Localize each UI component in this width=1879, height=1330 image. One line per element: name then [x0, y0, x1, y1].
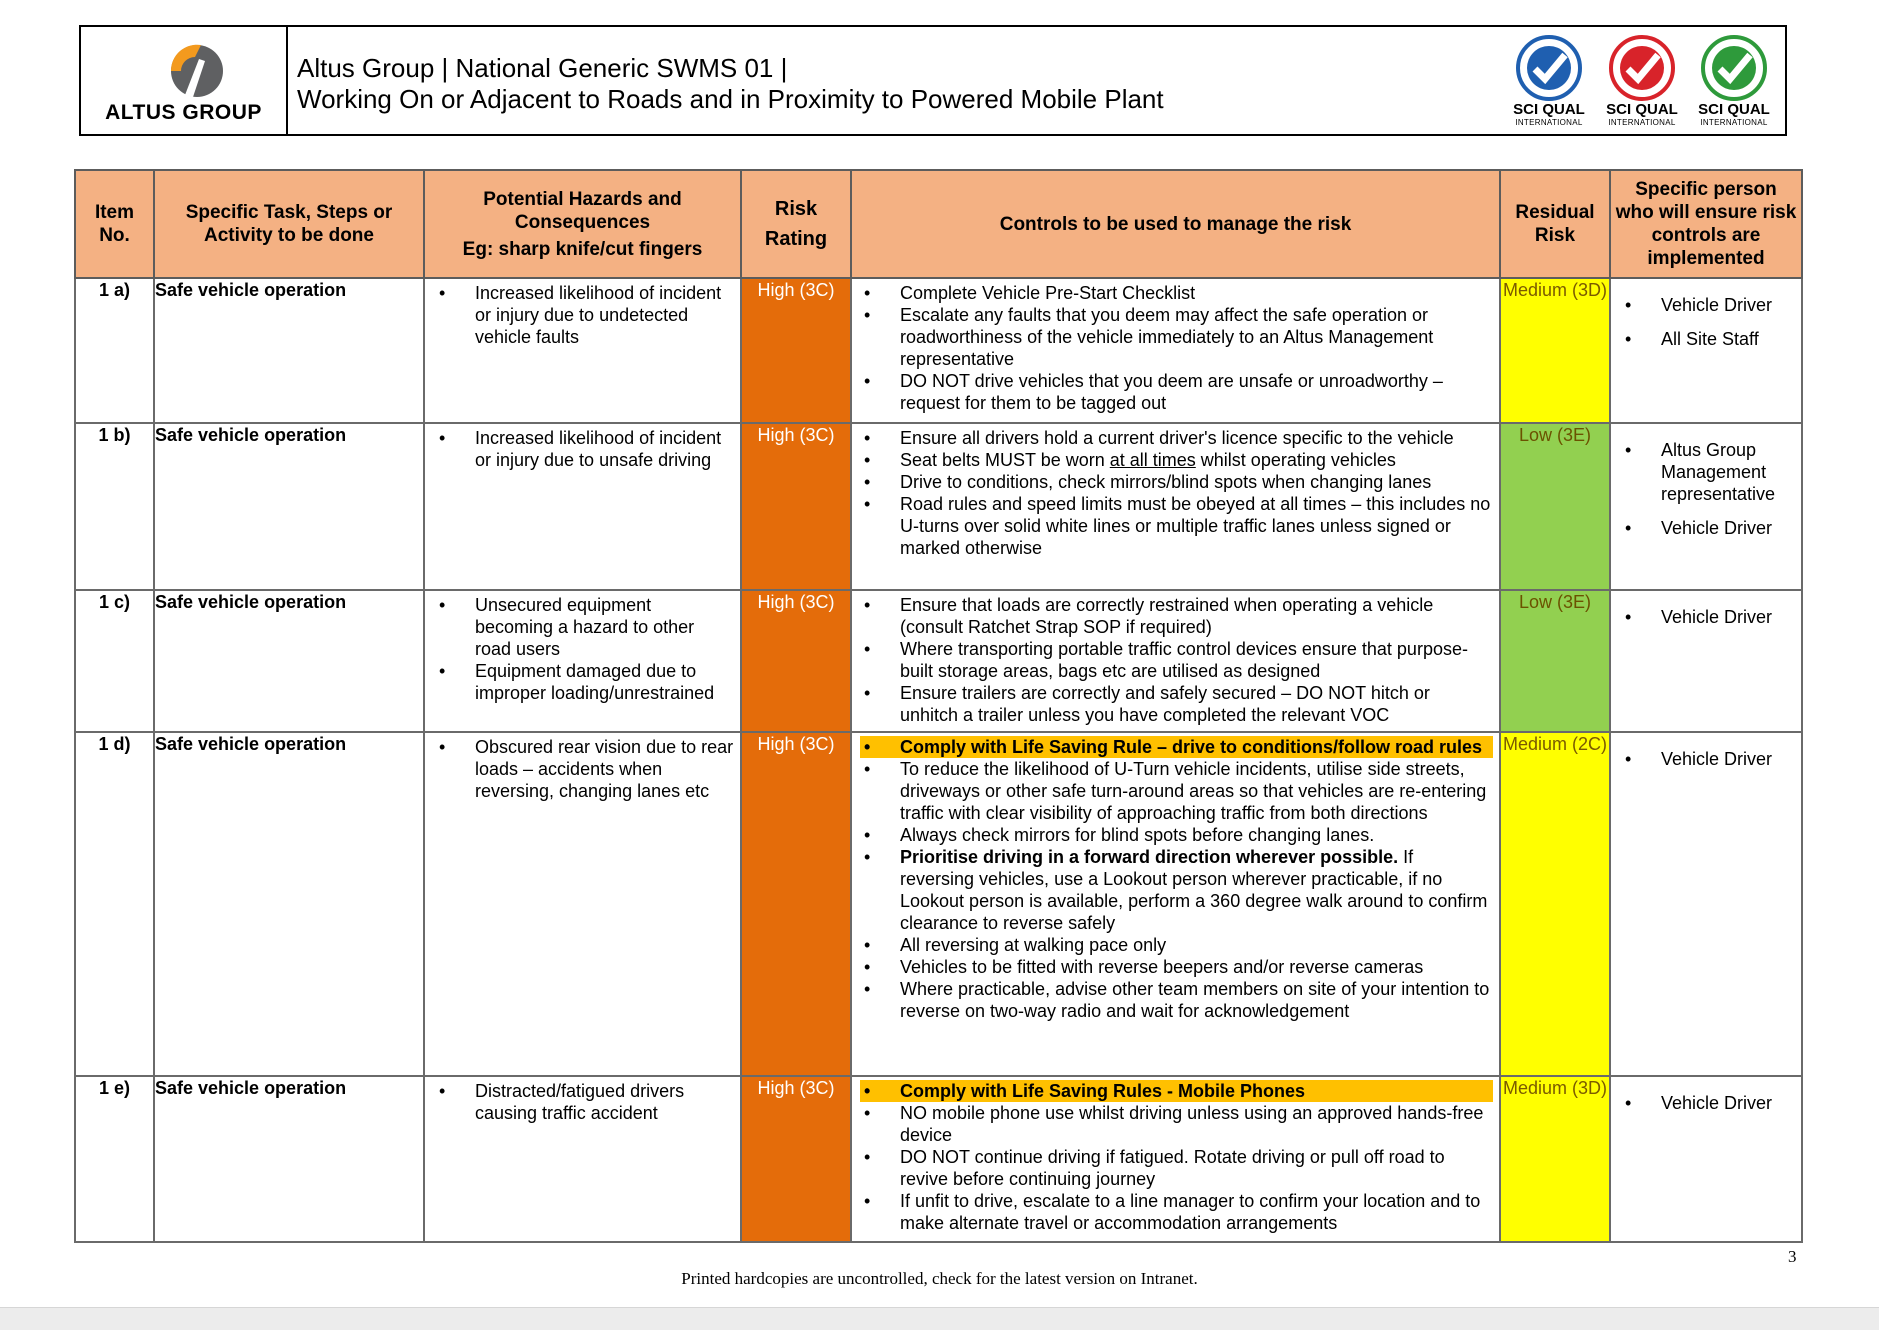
document-header: [79, 25, 1787, 136]
column-header-risk: Risk Rating: [741, 170, 851, 278]
control-item: • To reduce the likelihood of U-Turn vehicle incidents, utilise side streets, driveways or other safe turn-around areas so that vehicles are re-entering traffic with clear visibility of approaching traffic from both directions: [860, 758, 1491, 824]
risk-rating: High (3C): [741, 1076, 851, 1242]
column-header-controls: Controls to be used to manage the risk: [851, 170, 1500, 278]
hazards-cell: [424, 590, 741, 732]
task-cell: Safe vehicle operation: [154, 1076, 424, 1242]
controls-cell: [851, 278, 1500, 423]
item-number: 1 c): [75, 590, 154, 732]
hazard-item: • Obscured rear vision due to rear loads – accidents when reversing, changing lanes etc: [435, 736, 734, 802]
certification-badge: [1598, 33, 1686, 133]
control-item: • DO NOT continue driving if fatigued. Rotate driving or pull off road to revive before continuing journey: [860, 1146, 1491, 1190]
person-cell: [1610, 1076, 1802, 1242]
table-header-row: [75, 170, 1802, 278]
table-row: [75, 278, 1802, 423]
person-item: • Vehicle Driver: [1621, 606, 1795, 628]
risk-rating: High (3C): [741, 423, 851, 590]
hazard-item: • Increased likelihood of incident or injury due to unsafe driving: [435, 427, 734, 471]
item-number: 1 d): [75, 732, 154, 1076]
control-item: • Drive to conditions, check mirrors/blind spots when changing lanes: [860, 471, 1491, 493]
company-logo: [81, 27, 288, 134]
hazards-cell: [424, 278, 741, 423]
hazard-item: • Equipment damaged due to improper loading/unrestrained: [435, 660, 734, 704]
item-number: 1 a): [75, 278, 154, 423]
residual-risk: Medium (3D): [1500, 1076, 1610, 1242]
person-item: • Vehicle Driver: [1621, 748, 1795, 770]
column-header-person: Specific person who will ensure risk controls are implemented: [1610, 170, 1802, 278]
control-rest: If reversing vehicles, use a Lookout person wherever practicable, if no Lookout person is available, perform a 360 degree walk around to confirm clearance to reverse safely: [900, 847, 1488, 933]
task-cell: Safe vehicle operation: [154, 278, 424, 423]
person-item: • Altus Group Management representative: [1621, 439, 1795, 505]
hazard-item: • Distracted/fatigued drivers causing traffic accident: [435, 1080, 734, 1124]
underlined-emphasis: at all times: [1109, 450, 1196, 470]
control-item: • Ensure trailers are correctly and safely secured – DO NOT hitch or unhitch a trailer unless you have completed the relevant VOC: [860, 682, 1491, 726]
item-number: 1 e): [75, 1076, 154, 1242]
iso-badge-blue-icon: [1505, 33, 1593, 103]
altus-logo-icon: [149, 37, 229, 107]
document-title: [297, 53, 1164, 115]
control-item: • Ensure that loads are correctly restrained when operating a vehicle (consult Ratchet Strap SOP if required): [860, 594, 1491, 638]
control-item: • Complete Vehicle Pre-Start Checklist: [860, 282, 1491, 304]
risk-rating: High (3C): [741, 590, 851, 732]
cert-label: SCI QUAL: [1513, 101, 1585, 118]
cert-sub: INTERNATIONAL: [1700, 118, 1768, 127]
control-item: • Ensure all drivers hold a current driver's licence specific to the vehicle: [860, 427, 1491, 449]
cert-sub: INTERNATIONAL: [1608, 118, 1676, 127]
control-item: • Escalate any faults that you deem may affect the safe operation or roadworthiness of the vehicle immediately to an Altus Management representative: [860, 304, 1491, 370]
certification-badge: [1505, 33, 1593, 133]
residual-risk: Low (3E): [1500, 423, 1610, 590]
residual-risk: Medium (3D): [1500, 278, 1610, 423]
control-bold-lead: Prioritise driving in a forward direction wherever possible.: [900, 847, 1399, 867]
control-item: • Where practicable, advise other team members on site of your intention to reverse on two-way radio and wait for acknowledgement: [860, 978, 1491, 1022]
column-header-hazards: [424, 170, 741, 278]
control-item: • NO mobile phone use whilst driving unless using an approved hands-free device: [860, 1102, 1491, 1146]
person-item: • Vehicle Driver: [1621, 517, 1795, 539]
cert-sub: INTERNATIONAL: [1515, 118, 1583, 127]
person-item: • All Site Staff: [1621, 328, 1795, 350]
table-row: [75, 423, 1802, 590]
control-item: • Always check mirrors for blind spots before changing lanes.: [860, 824, 1491, 846]
control-item: [860, 846, 1491, 934]
controls-cell: [851, 423, 1500, 590]
table-row: [75, 1076, 1802, 1242]
column-header-task: Specific Task, Steps or Activity to be done: [154, 170, 424, 278]
person-cell: [1610, 732, 1802, 1076]
control-item: • All reversing at walking pace only: [860, 934, 1491, 956]
residual-risk: Medium (2C): [1500, 732, 1610, 1076]
control-item: • Vehicles to be fitted with reverse beepers and/or reverse cameras: [860, 956, 1491, 978]
control-item: • Road rules and speed limits must be obeyed at all times – this includes no U-turns over solid white lines or multiple traffic lanes unless signed or marked otherwise: [860, 493, 1491, 559]
cert-label: SCI QUAL: [1698, 101, 1770, 118]
title-line-1: Altus Group | National Generic SWMS 01 |: [297, 53, 788, 83]
hazard-item: • Increased likelihood of incident or injury due to undetected vehicle faults: [435, 282, 734, 348]
title-line-2: Working On or Adjacent to Roads and in Proximity to Powered Mobile Plant: [297, 84, 1164, 114]
life-saving-rule-highlight: • Comply with Life Saving Rule – drive to conditions/follow road rules: [860, 736, 1493, 758]
page-number: 3: [1788, 1247, 1797, 1266]
table-row: [75, 590, 1802, 732]
footer-disclaimer: Printed hardcopies are uncontrolled, check for the latest version on Intranet.: [681, 1269, 1198, 1288]
cert-label: SCI QUAL: [1606, 101, 1678, 118]
iso-badge-green-icon: [1690, 33, 1778, 103]
control-item: • Seat belts MUST be worn at all times whilst operating vehicles: [860, 449, 1491, 471]
table-row: [75, 732, 1802, 1076]
controls-cell: [851, 590, 1500, 732]
controls-cell: [851, 732, 1500, 1076]
control-item: • DO NOT drive vehicles that you deem are unsafe or unroadworthy – request for them to be tagged out: [860, 370, 1491, 414]
iso-badge-red-icon: [1598, 33, 1686, 103]
swms-table: [74, 169, 1803, 1243]
item-number: 1 b): [75, 423, 154, 590]
person-item: • Vehicle Driver: [1621, 1092, 1795, 1114]
certification-badge: [1690, 33, 1778, 133]
risk-rating: High (3C): [741, 278, 851, 423]
task-cell: Safe vehicle operation: [154, 590, 424, 732]
task-cell: Safe vehicle operation: [154, 732, 424, 1076]
hazards-header-example: Eg: sharp knife/cut fingers: [462, 238, 703, 260]
column-header-residual: Residual Risk: [1500, 170, 1610, 278]
logo-text: ALTUS GROUP: [105, 101, 262, 124]
hazards-cell: [424, 423, 741, 590]
viewer-bottom-strip: [0, 1307, 1879, 1330]
hazards-header-text: Potential Hazards and Consequences: [483, 188, 682, 233]
hazard-item: • Unsecured equipment becoming a hazard to other road users: [435, 594, 734, 660]
control-item: • If unfit to drive, escalate to a line manager to confirm your location and to make alternate travel or accommodation arrangements: [860, 1190, 1491, 1234]
person-cell: [1610, 590, 1802, 732]
residual-risk: Low (3E): [1500, 590, 1610, 732]
person-cell: [1610, 423, 1802, 590]
person-cell: [1610, 278, 1802, 423]
hazards-cell: [424, 1076, 741, 1242]
life-saving-rule-highlight: • Comply with Life Saving Rules - Mobile Phones: [860, 1080, 1493, 1102]
risk-rating: High (3C): [741, 732, 851, 1076]
person-item: • Vehicle Driver: [1621, 294, 1795, 316]
control-item: • Where transporting portable traffic control devices ensure that purpose-built storage areas, bags etc are utilised as designed: [860, 638, 1491, 682]
hazards-cell: [424, 732, 741, 1076]
column-header-item: Item No.: [75, 170, 154, 278]
task-cell: Safe vehicle operation: [154, 423, 424, 590]
controls-cell: [851, 1076, 1500, 1242]
